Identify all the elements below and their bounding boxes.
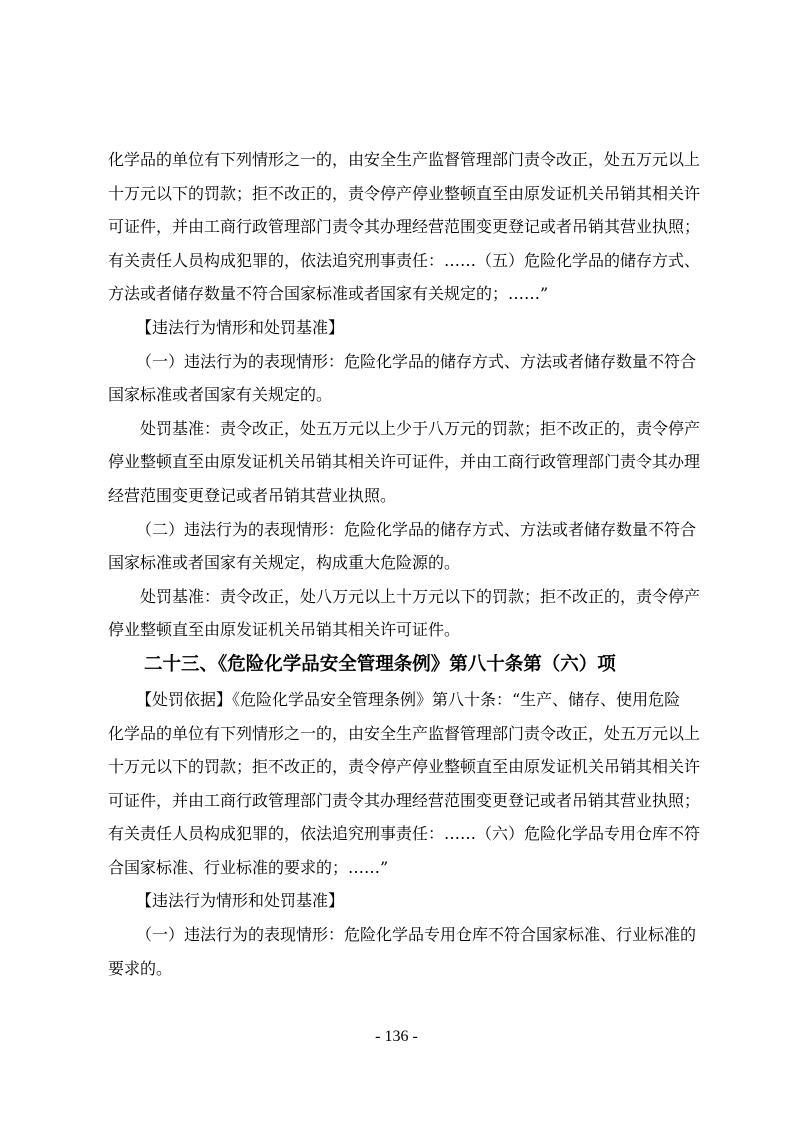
text-line: 十万元以下的罚款；拒不改正的，责令停产停业整顿直至由原发证机关吊销其相关许 xyxy=(108,183,701,203)
text-line: 国家标准或者国家有关规定，构成重大危险源的。 xyxy=(108,553,461,573)
text-line: 停业整顿直至由原发证机关吊销其相关许可证件。 xyxy=(108,620,461,640)
text-line: （一）违法行为的表现情形：危险化学品的储存方式、方法或者储存数量不符合 xyxy=(136,351,697,371)
text-line: 处罚基准：责令改正，处八万元以上十万元以下的罚款；拒不改正的，责令停产 xyxy=(140,586,701,606)
text-line: 合国家标准、行业标准的要求的；……” xyxy=(108,857,389,877)
text-line: 【违法行为情形和处罚基准】 xyxy=(136,891,345,911)
text-line: 停业整顿直至由原发证机关吊销其相关许可证件，并由工商行政管理部门责令其办理 xyxy=(108,452,701,472)
text-line: 【违法行为情形和处罚基准】 xyxy=(136,317,345,337)
text-line: 可证件，并由工商行政管理部门责令其办理经营范围变更登记或者吊销其营业执照； xyxy=(108,217,701,237)
page-number: - 136 - xyxy=(375,1028,418,1045)
text-line: 方法或者储存数量不符合国家标准或者国家有关规定的；……” xyxy=(108,284,549,304)
text-line: （一）违法行为的表现情形：危险化学品专用仓库不符合国家标准、行业标准的 xyxy=(136,925,697,945)
text-line: （二）违法行为的表现情形：危险化学品的储存方式、方法或者储存数量不符合 xyxy=(136,519,697,539)
text-line: 有关责任人员构成犯罪的，依法追究刑事责任：……（六）危险化学品专用仓库不符 xyxy=(108,824,701,844)
text-line: 要求的。 xyxy=(108,958,173,978)
text-line: 化学品的单位有下列情形之一的，由安全生产监督管理部门责令改正，处五万元以上 xyxy=(108,150,701,169)
text-line: 化学品的单位有下列情形之一的，由安全生产监督管理部门责令改正，处五万元以上 xyxy=(108,723,701,743)
text-line: 【处罚依据】《危险化学品安全管理条例》第八十条：“生产、储存、使用危险 xyxy=(136,689,681,709)
text-line: 国家标准或者国家有关规定的。 xyxy=(108,385,333,405)
text-line: 有关责任人员构成犯罪的，依法追究刑事责任：……（五）危险化学品的储存方式、 xyxy=(108,250,701,270)
text-line: 十万元以下的罚款；拒不改正的，责令停产停业整顿直至由原发证机关吊销其相关许 xyxy=(108,757,701,777)
text-line: 经营范围变更登记或者吊销其营业执照。 xyxy=(108,485,397,505)
text-line: 处罚基准：责令改正，处五万元以上少于八万元的罚款；拒不改正的，责令停产 xyxy=(140,418,701,438)
section-heading: 二十三、《危险化学品安全管理条例》第八十条第（六）项 xyxy=(144,653,616,675)
document-body xyxy=(108,143,701,985)
text-line: 可证件，并由工商行政管理部门责令其办理经营范围变更登记或者吊销其营业执照； xyxy=(108,790,701,810)
